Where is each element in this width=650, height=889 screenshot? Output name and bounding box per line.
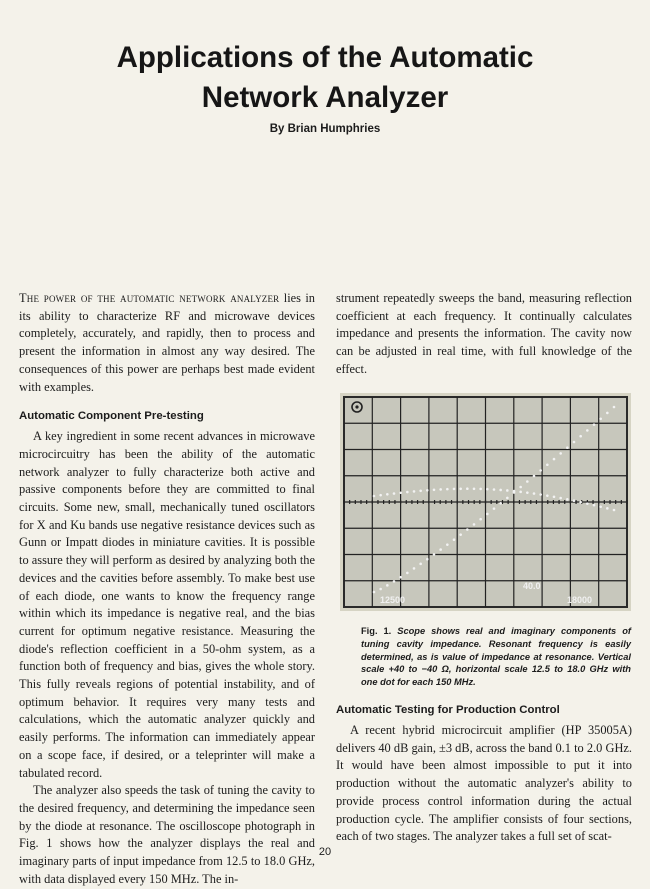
label-scale: 40.0 [523, 581, 541, 591]
scope-display [340, 393, 631, 611]
left-column [19, 290, 315, 889]
page-number: 20 [318, 846, 332, 858]
intro-paragraph [19, 290, 315, 396]
caption-fig-number: Fig. 1. [361, 626, 392, 636]
right-column-top [336, 290, 632, 379]
article-title [0, 38, 650, 118]
right-column-bottom [336, 702, 632, 846]
paragraph-continued: strument repeatedly sweeps the band, measuring reflection coefficient at each frequency. It continually calculates impedance and presents the information. The cavity now can be adjusted in real time, with full knowledge of the effect. [336, 291, 632, 376]
title-line-2: Network Analyzer [201, 81, 449, 114]
intro-caps: The power of the automatic network analyzer [19, 291, 280, 305]
caption-text: Scope shows real and imaginary components of tuning cavity impedance. Resonant frequency is easily determined, as is value of impedance at resonance. Vertical scale +40 to −40 Ω, horizontal scale 12.5 to 18.0 GHz with one dot for each 150 MHz. [361, 626, 631, 688]
heading-component-pretesting: Automatic Component Pre-testing [19, 410, 204, 423]
byline: By Brian Humphries [269, 123, 381, 135]
intro-text: lies in its ability to characterize RF and microwave devices completely, accurately, and rapidly, then to process and present the information in almost any way desired. The consequences of this power are perhaps best made evident with examples. [19, 291, 316, 394]
label-stop-freq: 18000 [567, 595, 593, 605]
title-line-1: Applications of the Automatic [116, 41, 534, 74]
paragraph-pretesting: A key ingredient in some recent advances in microwave microcircuitry has been the ability of the automatic network analyzer to fully characterize both active and passive components before they are committed to final circuits. Some new, small, mechanically tuned oscillators for X and Ku bands use negative resistance devices such as Gunn or Impatt diodes in miniature cavities. It is possible to assure they will perform as desired by analyzing both the devices and the cavities before assembly. To make best use of each diode, one wants to know the frequency range within which its impedance is negative real, and the bias current for optimum negative resistance. Measuring the diode's reflection coefficient in a 50-ohm system, as a function both of frequency and bias, gives the whole story. This fully reveals regions of potential instability, and of optimum behavior. It requires very many tests and calculations, which the automatic analyzer quickly and easily performs. The information can immediately appear on a scope face, if desired, or a teleprinter will make a tabulated record. [19, 429, 315, 780]
paragraph-production: A recent hybrid microcircuit amplifier (HP 35005A) delivers 40 dB gain, ±3 dB, across the band 0.1 to 2.0 GHz. It would have been almost impossible to put it into production without the automatic analyzer's ability to provide process control information during the actual production cycle. The amplifier consists of four sections, each of two stages. The analyzer takes a full set of scat- [336, 723, 632, 844]
scope-figure [340, 393, 631, 611]
figure-caption [361, 625, 631, 689]
paragraph-cavity-tuning: The analyzer also speeds the task of tuning the cavity to the desired frequency, and determining the impedance seen by the diode at resonance. The oscilloscope photograph in Fig. 1 shows how the analyzer displays the real and imaginary parts of input impedance from 12.5 to 18.0 GHz, with data displayed every 150 MHz. The in- [19, 783, 315, 886]
label-start-freq: 12500 [380, 595, 406, 605]
heading-production-control: Automatic Testing for Production Control [336, 704, 560, 716]
scope-knob-center-icon [355, 405, 358, 408]
